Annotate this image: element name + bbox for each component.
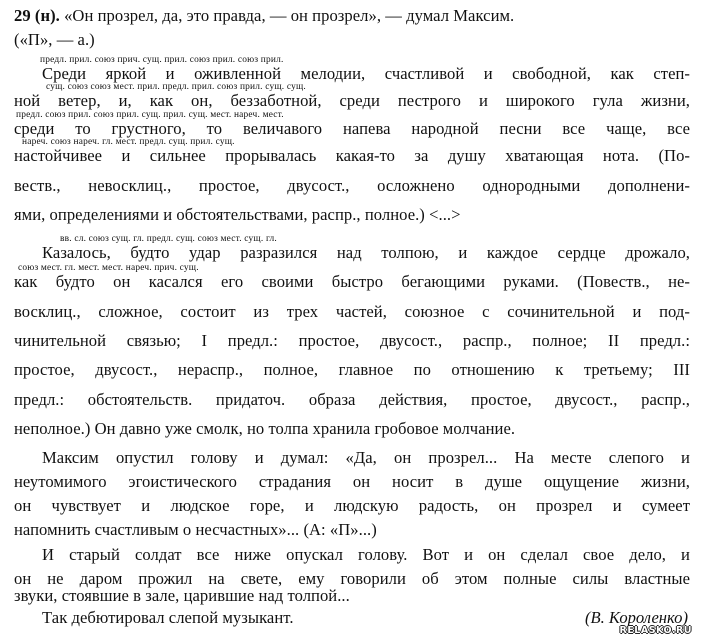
grammar-annotation-row: нареч. союз нареч. гл. мест. предл. сущ. прил. сущ. — [22, 137, 235, 147]
text-line: он не даром прожил на свете, ему говорили об этом полные силы властные — [14, 569, 690, 588]
grammar-annotation-row: сущ. союз союз мест. прил. предл. прил. союз прил. сущ. сущ. — [46, 82, 306, 92]
text-line: звуки, стоявшие в зале, царившие над толпой... — [14, 586, 350, 605]
text-line: восклиц., сложное, состоит из трех частей, союзное с сочинительной и под- — [14, 302, 690, 321]
text-line: напомнить счастливым о несчастных»... (А: «П»...) — [14, 520, 377, 539]
text-line: чинительной связью; I предл.: простое, двусост., распр., полное; II предл.: — [14, 331, 690, 350]
watermark: RELASKO.RU — [619, 625, 692, 636]
exercise-number: 29 (н). — [14, 6, 60, 25]
exercise-heading — [14, 6, 690, 26]
grammar-annotation-row: предл. прил. союз прич. сущ. прил. союз прил. союз прил. — [40, 55, 284, 65]
grammar-annotation-row: вв. сл. союз сущ. гл. предл. сущ. союз мест. сущ. гл. — [60, 234, 277, 244]
text-line: как будто он касался его своими быстро бегающими руками. (Повеств., не- — [14, 272, 690, 291]
text-line: ной ветер, и, как он, беззаботной, среди пестрого и широкого гула жизни, — [14, 91, 690, 110]
closing-line: Так дебютировал слепой музыкант. — [42, 608, 294, 627]
text-line: он чувствует и людское горе, и людскую радость, он прозрел и сумеет — [14, 496, 690, 515]
text-line: простое, двусост., нераспр., полное, главное по отношению к третьему; III — [14, 360, 690, 379]
text-line: ями, определениями и обстоятельствами, распр., полное.) <...> — [14, 205, 461, 224]
text-line: Казалось, будто удар разразился над толпою, и каждое сердце дрожало, — [42, 243, 690, 262]
text-line: настойчивее и сильнее прорывалась какая-то за душу хватающая нота. (По- — [14, 146, 690, 165]
text-line: неутомимого эгоистического страдания он носит в душе ощущение жизни, — [14, 472, 690, 491]
text-line: среди то грустного, то величавого напева народной песни все чаще, все — [14, 119, 690, 138]
text-line: неполное.) Он давно уже смолк, но толпа хранила гробовое молчание. — [14, 419, 516, 438]
exercise-heading-line2: («П», — а.) — [14, 30, 95, 49]
grammar-annotation-row: союз мест. гл. мест. мест. нареч. прич. сущ. — [18, 263, 199, 273]
grammar-annotation-row: предл. союз прил. союз прил. сущ. прил. сущ. мест. нареч. мест. — [16, 110, 284, 120]
text-line: Максим опустил голову и думал: «Да, он прозрел... На месте слепого и — [42, 448, 690, 467]
text-line: И старый солдат все ниже опускал голову. Вот и он сделал свое дело, и — [42, 545, 690, 564]
author-attribution: (В. Короленко) — [584, 608, 688, 627]
text-line: веств., невосклиц., простое, двусост., осложнено однородными дополнени- — [14, 176, 690, 195]
exercise-heading-text: «Он прозрел, да, это правда, — он прозрел», — думал Максим. — [64, 6, 515, 25]
text-line: предл.: обстоятельств. придаточ. образа действия, простое, двусост., распр., — [14, 390, 690, 409]
text-line: Среди яркой и оживленной мелодии, счастливой и свободной, как степ- — [42, 64, 690, 83]
